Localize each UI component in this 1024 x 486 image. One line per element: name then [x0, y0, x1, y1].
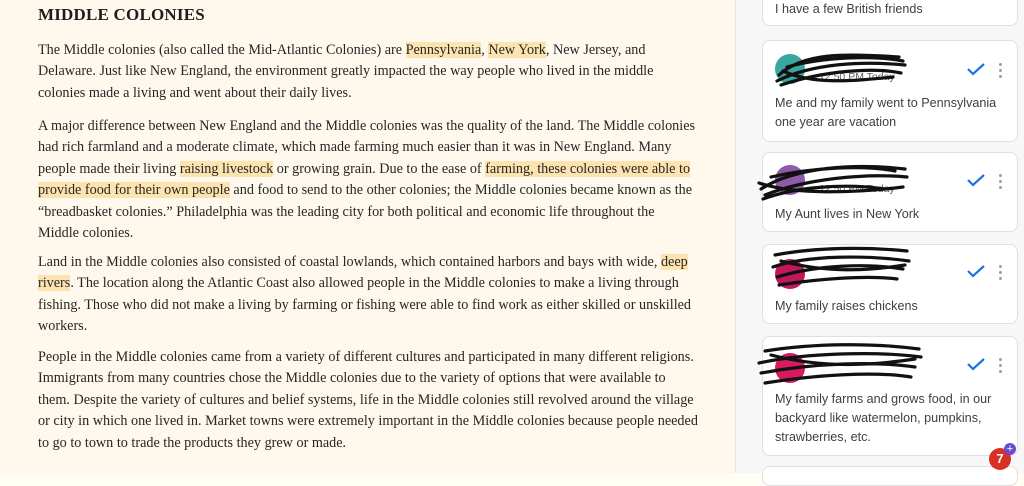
redaction-scribble — [767, 245, 917, 291]
text-segment: or growing grain. Due to the ease of — [273, 160, 486, 177]
paragraph — [38, 116, 698, 244]
paragraph — [38, 347, 698, 454]
comment-card[interactable] — [762, 466, 1018, 486]
notification-badge[interactable]: 7 — [989, 448, 1011, 470]
redaction-scribble — [755, 341, 925, 389]
resolve-check-icon[interactable] — [966, 264, 986, 278]
comment-timestamp: 12:50 PM Today — [819, 183, 895, 195]
comment-card[interactable] — [762, 0, 1018, 26]
add-icon[interactable]: + — [1004, 443, 1016, 455]
comment-card[interactable] — [762, 40, 1018, 142]
highlighted-text[interactable]: New York — [488, 42, 546, 58]
comment-card[interactable] — [762, 336, 1018, 456]
text-segment: The Middle colonies (also called the Mid-Atlantic Colonies) are — [38, 42, 406, 58]
highlighted-text[interactable]: deep rivers — [38, 254, 688, 292]
text-segment: and food to send to the other colonies; the Middle colonies became known as the “breadbasket colonies.” Philadelphia was the leading city for both political and economic life throughout the Middle colonies. — [38, 182, 693, 242]
paragraph — [38, 252, 698, 338]
resolve-check-icon[interactable] — [966, 173, 986, 187]
comment-text: Me and my family went to Pennsylvania one year are vacation — [775, 96, 997, 129]
paragraph — [38, 40, 698, 104]
text-segment: A major difference between New England and the Middle colonies was the quality of the land. The Middle colonies had rich farmland and a moderate climate, which made farming much easier than it was in New England. Many people made their living — [38, 118, 696, 177]
comment-card[interactable] — [762, 244, 1018, 324]
text-segment: . The location along the Atlantic Coast also allowed people in the Middle colonies to make a living through fishing. Those who did not make a living by farming or fishing were able to find work as either skilled or unskilled workers. — [38, 275, 692, 335]
text-segment: Land in the Middle colonies also consisted of coastal lowlands, which contained harbors and bays with wide, — [38, 254, 661, 270]
text-segment: People in the Middle colonies came from a variety of different cultures and participated in many different religions. Immigrants from many countries chose the Middle colonies due to the variety of options that were available to them. Despite the variety of cultures and belief systems, life in the Middle colonies still revolved around the village or city in which one lived in. Market towns were extremely important in the Middle colonies because people needed to go to town to trade the products they grew or made. — [38, 349, 698, 451]
highlighted-text[interactable]: farming, these colonies were able to provide food for their own people — [38, 160, 691, 199]
text-segment: , New Jersey, and Delaware. Just like New England, the environment greatly impacted the way people who lived in the middle colonies made a living and went about their daily lives. — [38, 42, 654, 101]
redaction-scribble — [755, 159, 915, 203]
comments-sidebar[interactable] — [735, 0, 1024, 473]
resolve-check-icon[interactable] — [966, 357, 986, 371]
comment-card[interactable] — [762, 152, 1018, 232]
highlighted-text[interactable]: raising livestock — [179, 160, 274, 177]
comment-timestamp: 12:50 PM Today — [819, 71, 895, 83]
comment-text: My family farms and grows food, in our backyard like watermelon, pumpkins, strawberries, etc. — [775, 392, 992, 444]
more-options-icon[interactable] — [999, 63, 1003, 78]
more-options-icon[interactable] — [999, 265, 1003, 280]
comment-text: My family raises chickens — [775, 299, 918, 313]
highlighted-text[interactable]: Pennsylvania — [405, 42, 482, 58]
more-options-icon[interactable] — [999, 358, 1003, 373]
text-segment: , — [481, 42, 489, 58]
comment-text: I have a few British friends — [775, 2, 923, 16]
redaction-scribble — [773, 51, 913, 91]
comment-text: My Aunt lives in New York — [775, 207, 920, 221]
page-title: MIDDLE COLONIES — [38, 5, 205, 24]
more-options-icon[interactable] — [999, 174, 1003, 189]
resolve-check-icon[interactable] — [966, 62, 986, 76]
